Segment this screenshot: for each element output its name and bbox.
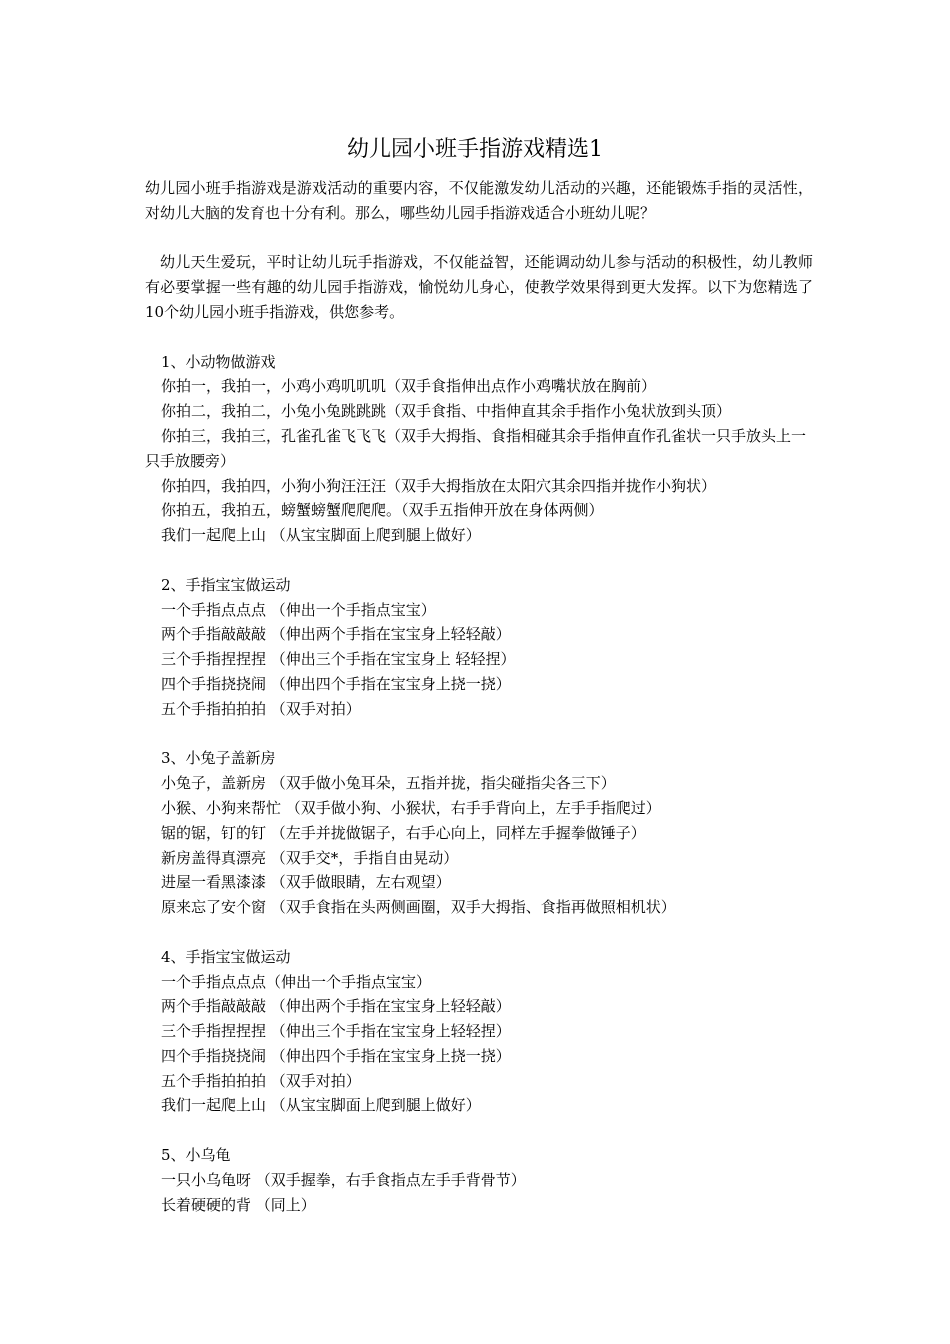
document-title: 幼儿园小班手指游戏精选1 [347,137,603,162]
paragraph-spacer [145,325,813,350]
section-line: 进屋一看黑漆漆 （双手做眼睛，左右观望） [161,873,451,892]
section-line: 长着硬硬的背 （同上） [161,1195,316,1214]
section-line: 小兔子，盖新房 （双手做小兔耳朵，五指并拢，指尖碰指尖各三下） [161,774,616,793]
section-line: 一个手指点点点 （伸出一个手指点宝宝） [161,600,436,619]
section-line: 一只小乌龟呀 （双手握拳，右手食指点左手手背骨节） [161,1170,526,1189]
paragraph-spacer [145,226,813,251]
section-heading: 2、手指宝宝做运动 [161,575,291,594]
section-line: 你拍一，我拍一，小鸡小鸡叽叽叽（双手食指伸出点作小鸡嘴状放在胸前） [161,377,657,396]
section-line: 你拍四，我拍四，小狗小狗汪汪汪（双手大拇指放在太阳穴其余四指并拢作小狗状） [161,476,717,495]
section-line: 新房盖得真漂亮 （双手交*，手指自由晃动） [161,848,459,867]
section-line: 原来忘了安个窗 （双手食指在头两侧画圈，双手大拇指、食指再做照相机状） [161,898,676,917]
section-line: 四个手指挠挠闹 （伸出四个手指在宝宝身上挠一挠） [161,1046,511,1065]
section-heading: 3、小兔子盖新房 [161,749,276,768]
section-line: 三个手指捏捏捏 （伸出三个手指在宝宝身上轻轻捏） [161,1022,511,1041]
section-line: 两个手指敲敲敲 （伸出两个手指在宝宝身上轻轻敲） [161,997,511,1016]
section-line: 你拍三，我拍三，孔雀孔雀飞飞飞（双手大拇指、食指相碰其余手指伸直作孔雀状一只手放头上一只手放腰旁） [145,426,807,470]
section-line: 五个手指拍拍拍 （双手对拍） [161,1071,361,1090]
intro-paragraph-2: 幼儿天生爱玩，平时让幼儿玩手指游戏，不仅能益智，还能调动幼儿参与活动的积极性，幼儿教师有必要掌握一些有趣的幼儿园手指游戏，愉悦幼儿身心，使教学效果得到更大发挥。以下为您精选了10个幼儿园小班手指游戏，供您参考。 [145,253,813,321]
section-line: 我们一起爬上山 （从宝宝脚面上爬到腿上做好） [161,1096,481,1115]
section-heading: 1、小动物做游戏 [161,352,276,371]
section-line: 你拍五，我拍五，螃蟹螃蟹爬爬爬。（双手五指伸开放在身体两侧） [161,501,604,520]
section-line: 四个手指挠挠闹 （伸出四个手指在宝宝身上挠一挠） [161,674,511,693]
section-line: 锯的锯，钉的钉 （左手并拢做锯子，右手心向上，同样左手握拳做锤子） [161,823,646,842]
section-line: 两个手指敲敲敲 （伸出两个手指在宝宝身上轻轻敲） [161,625,511,644]
paragraph-spacer [145,1118,813,1143]
section-heading: 5、小乌龟 [161,1146,231,1165]
section-line: 你拍二，我拍二，小兔小兔跳跳跳（双手食指、中指伸直其余手指作小兔状放到头顶） [161,402,732,421]
section-line: 三个手指捏捏捏 （伸出三个手指在宝宝身上 轻轻捏） [161,650,516,669]
section-line: 我们一起爬上山 （从宝宝脚面上爬到腿上做好） [161,526,481,545]
paragraph-spacer [145,722,813,747]
section-line: 一个手指点点点（伸出一个手指点宝宝） [161,972,432,991]
document-body [145,176,813,1217]
section-heading: 4、手指宝宝做运动 [161,947,291,966]
section-line: 小猴、小狗来帮忙 （双手做小狗、小猴状，右手手背向上，左手手指爬过） [161,798,661,817]
section-line: 五个手指拍拍拍 （双手对拍） [161,699,361,718]
paragraph-spacer [145,920,813,945]
intro-paragraph-1: 幼儿园小班手指游戏是游戏活动的重要内容，不仅能激发幼儿活动的兴趣，还能锻炼手指的灵活性，对幼儿大脑的发育也十分有利。那么，哪些幼儿园手指游戏适合小班幼儿呢？ [145,179,813,222]
paragraph-spacer [145,548,813,573]
